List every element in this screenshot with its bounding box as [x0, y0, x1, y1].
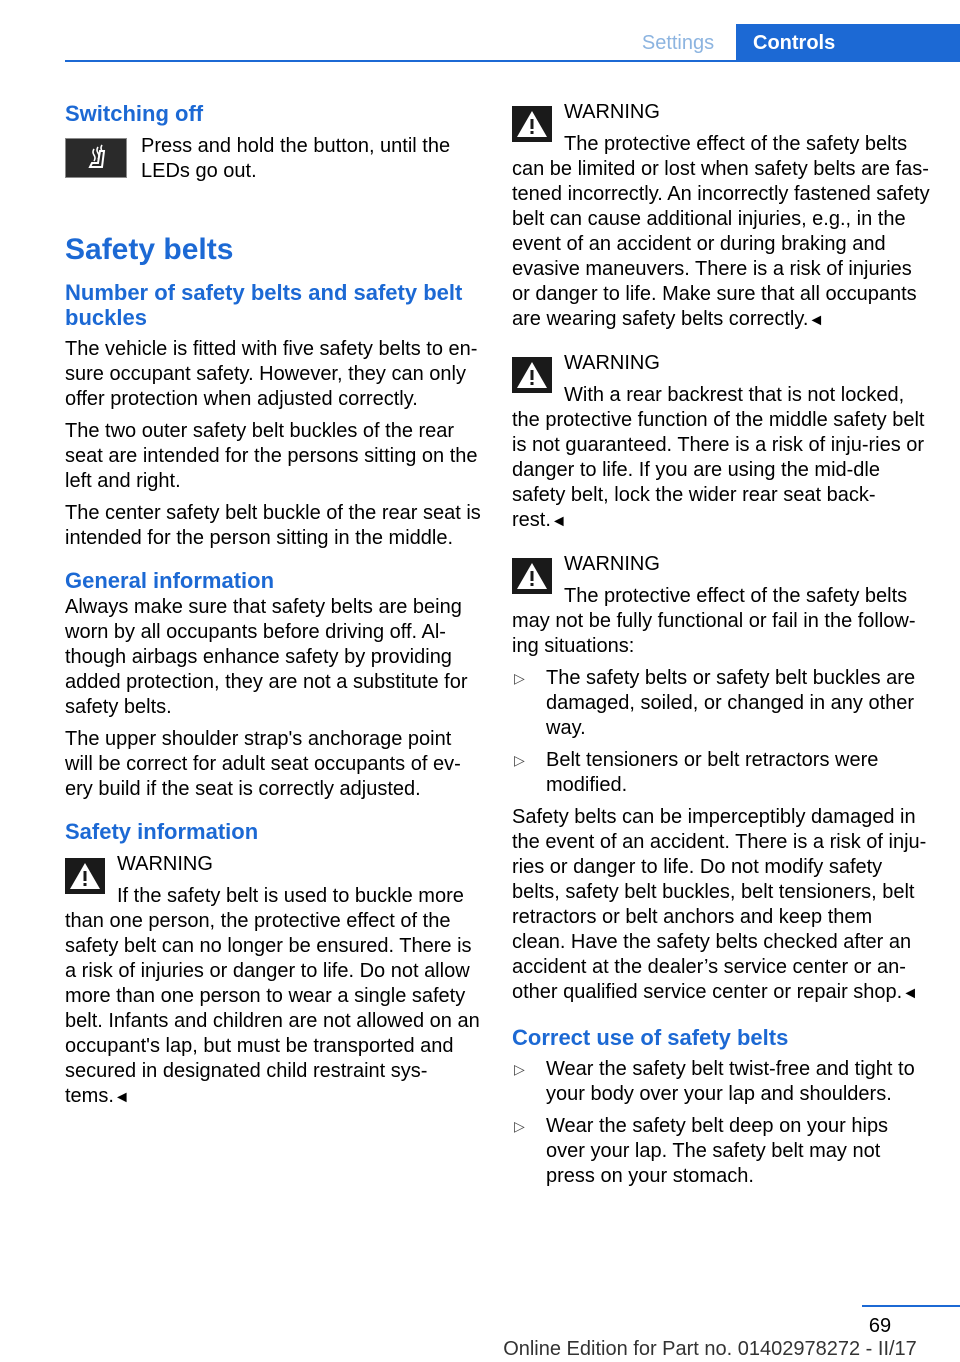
general-paragraph-1: Always make sure that safety belts are being worn by all occupants before driving off. Al‐though airbags enhance safety by providing added protection, they are not a substitute for safety belts.: [65, 596, 468, 718]
warning-block-1: [65, 852, 481, 1110]
number-paragraph-1: The vehicle is fitted with five safety belts to en‐sure occupant safety. However, they can only offer protection when adjusted correctly.: [65, 338, 478, 410]
warning-text: can be limited or lost when safety belts are fas‐tened incorrectly. An incorrectly fastened safety belt can cause additional injuries, e.g., in the event of an accident or during braking and evasive maneuvers. There is a risk of injuries or danger to life. Make sure that all occupants are wearing safety belts correctly.: [512, 158, 930, 330]
general-paragraph-2: The upper shoulder strap's anchorage point will be correct for adult seat occupants of ev‐ery build if the seat is correctly adjusted.: [65, 728, 461, 800]
general-info-heading: General information: [65, 568, 275, 593]
end-mark: ◄: [550, 513, 567, 530]
bullet-triangle-icon: ▷: [514, 1061, 525, 1077]
warning-first-line: The protective effect of the safety belts: [564, 585, 908, 607]
end-mark: ◄: [113, 1089, 130, 1106]
end-mark: ◄: [902, 985, 919, 1002]
warning-label: WARNING: [564, 553, 660, 575]
list-item: ▷ Wear the safety belt twist-free and tight to your body over your lap and shoulders.: [514, 1058, 915, 1105]
footer-edition-text: Online Edition for Part no. 01402978272 - II/17: [503, 1338, 917, 1360]
list-item: ▷ The safety belts or safety belt buckles are damaged, soiled, or changed in any other way.: [514, 667, 916, 739]
warning-block-2: [512, 100, 930, 333]
warning-label: WARNING: [564, 352, 660, 374]
right-column: [512, 100, 930, 1196]
header-tabs: [620, 24, 960, 62]
warning-triangle-icon: [512, 558, 552, 594]
switching-off-text: Press and hold the button, until the LEDs go out.: [141, 135, 451, 182]
footer-rule: [862, 1305, 960, 1307]
tab-settings[interactable]: Settings: [641, 32, 715, 54]
warning-bullet-list: [512, 666, 930, 798]
seat-heating-button-icon: [65, 138, 127, 178]
warning-triangle-icon: [512, 106, 552, 142]
switching-off-block: [65, 134, 481, 184]
warning-first-line: With a rear backrest that is not locked,: [564, 384, 905, 406]
warning-text: than one person, the protective effect of the safety belt can no longer be ensured. There is a risk of injuries or danger to life. Do not allow more than one person to wear a single safety belt. Infants and children are not allowed on an occupant's lap, but must be transported and secured in designated child restraint sys‐tems.: [65, 910, 480, 1107]
page-number: 69: [868, 1315, 892, 1337]
warning-text: may not be fully functional or fail in the follow‐ing situations:: [512, 610, 916, 657]
safety-info-heading: Safety information: [65, 819, 259, 844]
header-rule: [65, 60, 960, 62]
warning-first-line: If the safety belt is used to buckle more: [117, 885, 464, 907]
correct-use-heading: Correct use of safety belts: [512, 1025, 789, 1050]
damage-paragraph: Safety belts can be imperceptibly damaged in the event of an accident. There is a risk of inju‐ries or danger to life. Do not modify safety belts, safety belt buckles, belt tensioners, belt retractors or belt anchors and keep them clean. Have the safety belts checked after an accident at the dealer’s service center or an‐other qualified service center or repair shop.◄: [512, 806, 927, 1003]
number-paragraph-2: The two outer safety belt buckles of the rear seat are intended for the persons sitting on the left and right.: [65, 420, 478, 492]
warning-first-line: The protective effect of the safety belts: [564, 133, 908, 155]
end-mark: ◄: [808, 312, 825, 329]
correct-use-list: [512, 1057, 930, 1189]
bullet-triangle-icon: ▷: [514, 752, 525, 768]
bullet-triangle-icon: ▷: [514, 670, 525, 686]
warning-label: WARNING: [117, 853, 213, 875]
list-item: ▷ Wear the safety belt deep on your hips over your lap. The safety belt may not press on your stomach.: [514, 1115, 889, 1187]
left-column: [65, 100, 481, 1110]
bullet-triangle-icon: ▷: [514, 1118, 525, 1134]
tab-controls[interactable]: Controls: [736, 24, 960, 62]
list-item: ▷ Belt tensioners or belt retractors were modified.: [514, 749, 879, 796]
warning-triangle-icon: [65, 858, 105, 894]
warning-block-4: [512, 552, 930, 659]
warning-triangle-icon: [512, 357, 552, 393]
safety-belts-heading: Safety belts: [65, 233, 234, 266]
warning-label: WARNING: [564, 101, 660, 123]
switching-off-heading: Switching off: [65, 101, 204, 126]
warning-block-3: [512, 351, 930, 534]
number-heading: Number of safety belts and safety belt buckles: [65, 280, 463, 330]
number-paragraph-3: The center safety belt buckle of the rear seat is intended for the person sitting in the middle.: [65, 502, 481, 549]
warning-text: the protective function of the middle safety belt is not guaranteed. There is a risk of inju‐ries or danger to life. If you are using the mid‐dle safety belt, lock the wider rear seat back‐rest.: [512, 409, 925, 531]
